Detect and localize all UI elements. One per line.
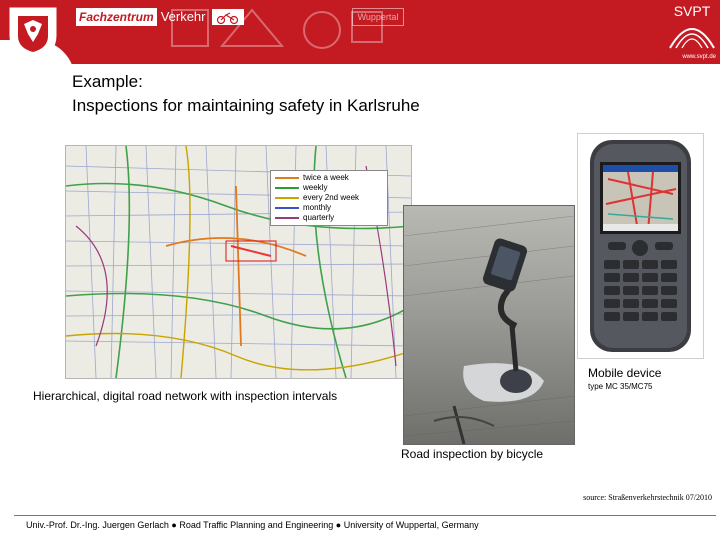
title-line-1: Example: xyxy=(72,72,143,91)
legend-item xyxy=(275,183,383,193)
fachzentrum-label: Fachzentrum xyxy=(76,8,157,26)
bicycle-with-device-image xyxy=(404,206,574,444)
legend-label: quarterly xyxy=(303,213,335,222)
legend-swatch xyxy=(275,207,299,209)
svpt-logo xyxy=(666,0,718,58)
legend-swatch xyxy=(275,217,299,219)
svpt-url: www.svpt.de xyxy=(682,54,716,60)
legend-item xyxy=(275,173,383,183)
legend-swatch xyxy=(275,197,299,199)
bicycle-inspection-photo xyxy=(403,205,575,445)
mobile-device-image xyxy=(578,134,703,358)
legend-label: every 2nd week xyxy=(303,193,360,202)
city-sign: Wuppertal xyxy=(352,8,404,26)
mobile-caption: Mobile device xyxy=(588,366,662,380)
map-caption: Hierarchical, digital road network with inspection intervals xyxy=(33,389,338,403)
source-note: source: Straßenverkehrstechnik 07/2010 xyxy=(583,493,712,502)
cyclist-icon xyxy=(212,9,244,25)
legend-label: monthly xyxy=(303,203,332,212)
footer-divider xyxy=(14,515,716,516)
header-banner xyxy=(0,0,720,64)
road-network-map xyxy=(65,145,412,379)
legend-swatch xyxy=(275,187,299,189)
fachzentrum-logo xyxy=(76,8,244,26)
legend-item xyxy=(275,193,383,203)
verkehr-label: Verkehr xyxy=(160,9,206,24)
bike-caption: Road inspection by bicycle xyxy=(401,447,544,461)
footer-text: Univ.-Prof. Dr.-Ing. Juergen Gerlach ● Road Traffic Planning and Engineering ● University of Wuppertal, Germany xyxy=(26,520,479,530)
legend-item xyxy=(275,203,383,213)
legend-swatch xyxy=(275,177,299,179)
svpt-brand: SVPT xyxy=(673,3,711,19)
title-line-2: Inspections for maintaining safety in Karlsruhe xyxy=(72,96,420,115)
legend-label: twice a week xyxy=(303,173,349,182)
slide-title xyxy=(72,70,420,118)
legend-label: weekly xyxy=(303,183,328,192)
mobile-device-photo xyxy=(577,133,704,359)
wuppertal-coat-of-arms-icon xyxy=(4,2,62,62)
map-legend xyxy=(270,170,388,226)
legend-item xyxy=(275,213,383,223)
mobile-type-caption: type MC 35/MC75 xyxy=(588,382,653,391)
